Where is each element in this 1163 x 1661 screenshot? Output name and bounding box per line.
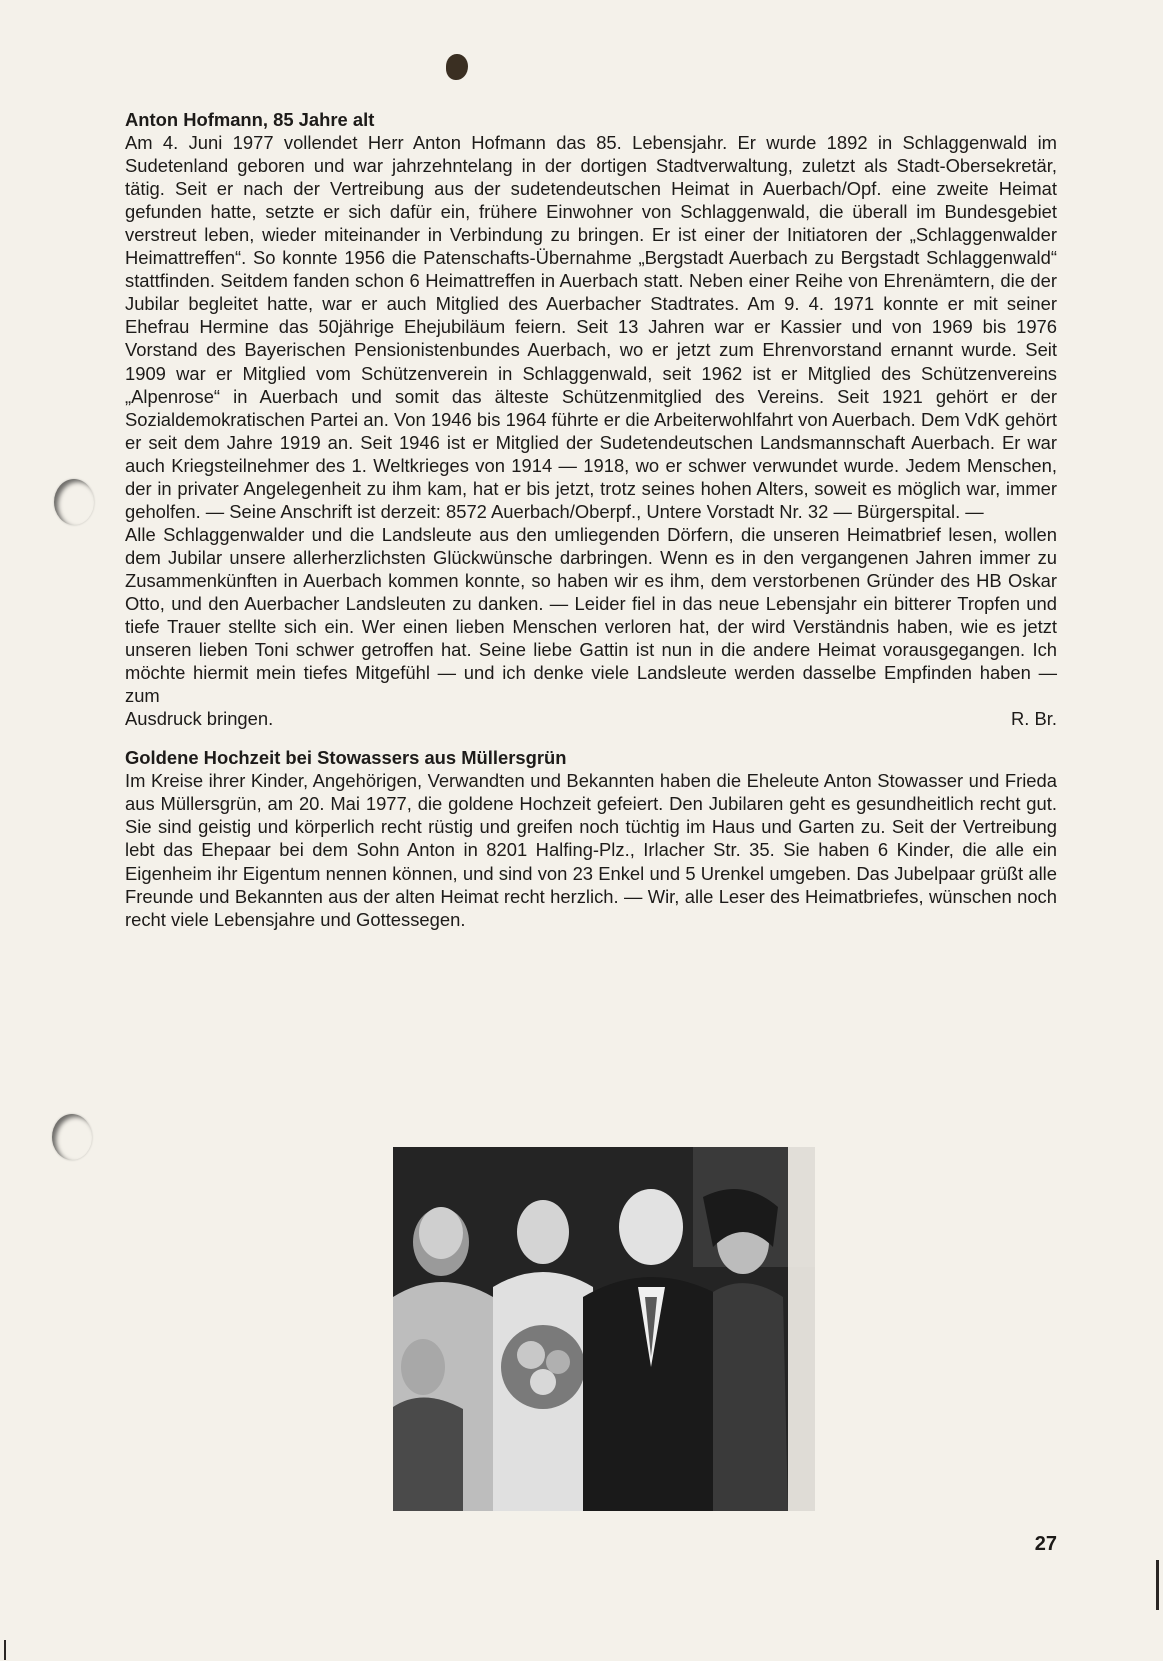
edge-mark	[4, 1640, 6, 1660]
article-goldene-hochzeit	[125, 746, 1057, 930]
punch-hole-bottom	[52, 1114, 92, 1160]
closing-text: Ausdruck bringen.	[125, 708, 274, 730]
edge-mark	[1156, 1560, 1159, 1610]
group-photo	[393, 1147, 815, 1511]
page-number: 27	[1034, 1533, 1057, 1555]
closing-line	[125, 707, 1057, 730]
author-signature: R. Br.	[1011, 708, 1057, 730]
group-photo-illustration	[393, 1147, 815, 1511]
article-column	[125, 108, 1057, 931]
article-paragraph: Im Kreise ihrer Kinder, Angehörigen, Verwandten und Bekannten haben die Eheleute Anton Stowasser und Frieda aus Müllersgrün, am 20. Mai 1977, die goldene Hochzeit gefeiert. Den Jubilaren geht es gesundheitlich recht gut. Sie sind geistig und körperlich recht rüstig und greifen noch tüchtig im Haus und Garten zu. Seit der Vertreibung lebt das Ehepaar bei dem Sohn Anton in 8201 Halfing-Plz., Irlacher Str. 35. Sie haben 6 Kinder, die alle ein Eigenheim ihr Eigentum nennen können, und sind von 23 Enkel und 5 Urenkel umgeben. Das Jubelpaar grüßt alle Freunde und Bekannten aus der alten Heimat recht herzlich. — Wir, alle Leser des Heimatbriefes, wünschen noch recht viele Lebensjahre und Gottessegen.	[125, 770, 1057, 930]
article-anton-hofmann	[125, 108, 1057, 730]
article-heading: Anton Hofmann, 85 Jahre alt	[125, 109, 375, 130]
article-paragraph: Am 4. Juni 1977 vollendet Herr Anton Hofmann das 85. Lebensjahr. Er wurde 1892 in Schlaggenwald im Sudetenland geboren und war jahrzehntelang in der dortigen Stadtverwaltung, zuletzt als Stadt-Obersekretär, tätig. Seit er nach der Vertreibung aus der sudetendeutschen Heimat in Auerbach/Opf. eine zweite Heimat gefunden hatte, setzte er sich dafür ein, frühere Einwohner von Schlaggenwald, die überall im Bundesgebiet verstreut leben, wieder miteinander in Verbindung zu bringen. Er ist einer der Initiatoren der „Schlaggenwalder Heimattreffen“. So konnte 1956 die Patenschafts-Übernahme „Bergstadt Auerbach zu Bergstadt Schlaggenwald“ stattfinden. Seitdem fanden schon 6 Heimattreffen in Auerbach statt. Neben einer Reihe von Ehrenämtern, die der Jubilar begleitet hatte, war er auch Mitglied des Auerbacher Stadtrates. Am 9. 4. 1971 konnte er mit seiner Ehefrau Hermine das 50jährige Ehejubiläum feiern. Seit 13 Jahren war er Kassier und von 1969 bis 1976 Vorstand des Bayerischen Pensionistenbundes Auerbach, wo er jetzt zum Ehrenvorstand ernannt wurde. Seit 1909 war er Mitglied vom Schützenverein in Schlaggenwald, seit 1962 ist er Mitglied des Schützenvereins „Alpenrose“ in Auerbach und somit das älteste Schützenmitglied des Vereins. Seit 1921 gehört er der Sozialdemokratischen Partei an. Von 1946 bis 1964 führte er die Arbeiterwohlfahrt von Auerbach. Dem VdK gehört er seit dem Jahre 1919 an. Seit 1946 ist er Mitglied der Sudetendeutschen Landsmannschaft Auerbach. Er war auch Kriegsteilnehmer des 1. Weltkrieges von 1914 — 1918, wo er schwer verwundet wurde. Jedem Menschen, der in privater Angelegenheit zu ihm kam, hat er bis jetzt, trotz seines hohen Alters, soweit es möglich war, immer geholfen. — Seine Anschrift ist derzeit: 8572 Auerbach/Oberpf., Untere Vorstadt Nr. 32 — Bürgerspital. —	[125, 132, 1057, 522]
ink-stain	[446, 54, 468, 80]
punch-hole-top	[54, 479, 94, 525]
article-paragraph: Alle Schlaggenwalder und die Landsleute aus den umliegenden Dörfern, die unseren Heimatbrief lesen, wollen dem Jubilar unsere allerherzlichsten Glückwünsche darbringen. Wenn es in den vergangenen Jahren immer zu Zusammenkünften in Auerbach kommen konnte, so haben wir es ihm, dem verstorbenen Gründer des HB Oskar Otto, und den Auerbacher Landsleuten zu danken. — Leider fiel in das neue Lebensjahr ein bitterer Tropfen und tiefe Trauer stellte sich ein. Wer einen lieben Menschen verloren hat, der wird Verständnis haben, wie es jetzt unseren lieben Toni schwer getroffen hat. Seine liebe Gattin ist nun in die andere Heimat vorausgegangen. Ich möchte hiermit mein tiefes Mitgefühl — und ich denke viele Landsleute werden dasselbe Empfinden haben — zum	[125, 523, 1057, 707]
article-heading: Goldene Hochzeit bei Stowassers aus Müllersgrün	[125, 747, 567, 769]
